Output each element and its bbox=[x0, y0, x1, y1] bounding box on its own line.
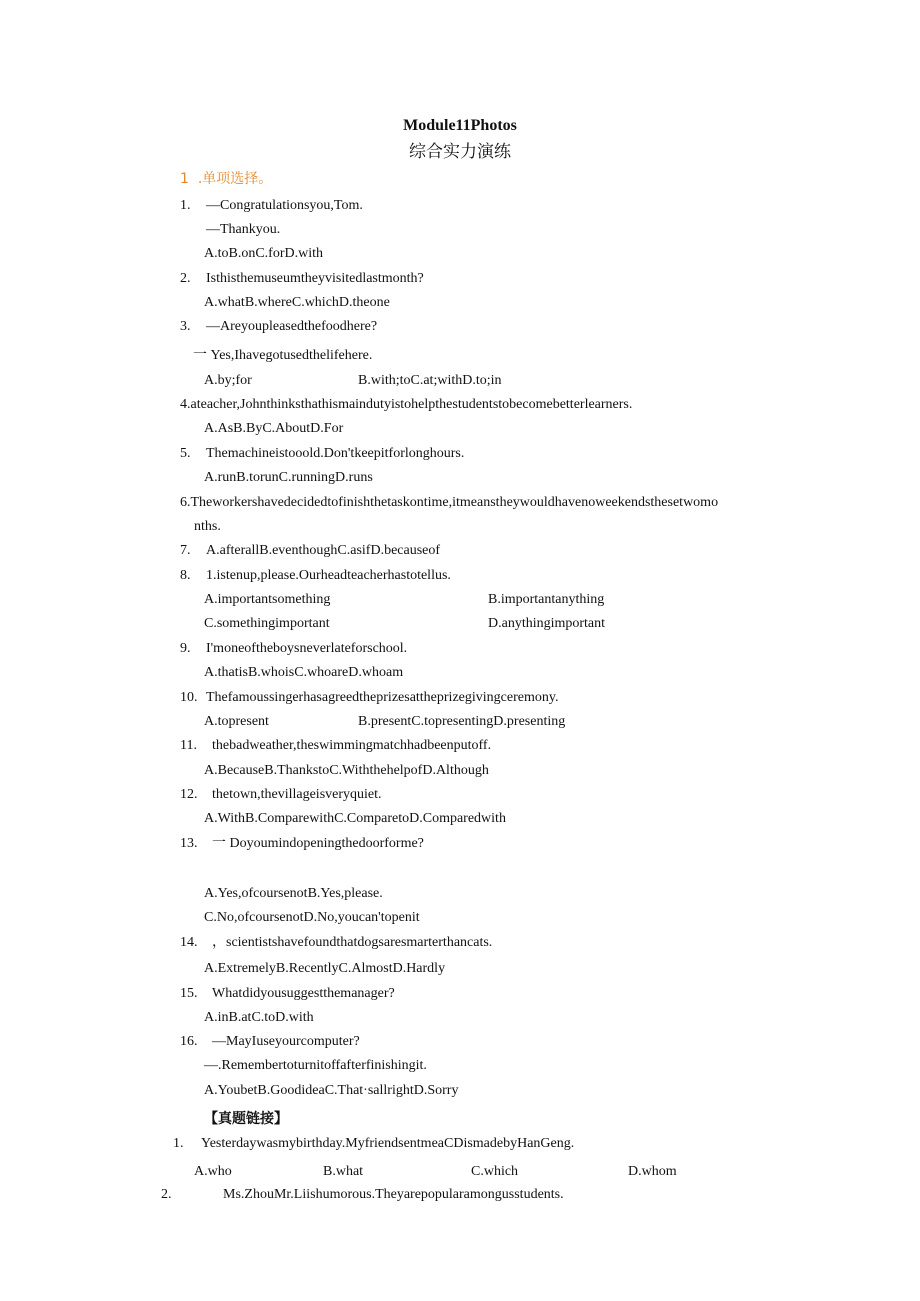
question-16 bbox=[180, 1033, 360, 1051]
question-8 bbox=[180, 567, 451, 585]
question-13-options-ab: A.Yes,ofcoursenotB.Yes,please. bbox=[204, 886, 383, 901]
question-9 bbox=[180, 640, 407, 658]
question-3-option-a: A.by;for bbox=[204, 373, 252, 388]
question-text: ，scientistshavefoundthatdogsaresmarterthancats. bbox=[212, 935, 493, 950]
question-8-option-d: D.anythingimportant bbox=[488, 616, 606, 631]
question-10 bbox=[180, 689, 558, 707]
question-12-options: A.WithB.ComparewithC.ComparetoD.Comparedwith bbox=[204, 811, 506, 826]
question-text: thebadweather,theswimmingmatchhadbeenputoff. bbox=[212, 738, 492, 753]
real-question-2 bbox=[161, 1186, 564, 1204]
page-subtitle: 综合实力演练 bbox=[409, 142, 511, 162]
question-14-options: A.ExtremelyB.RecentlyC.AlmostD.Hardly bbox=[204, 961, 446, 976]
question-number: 2. bbox=[180, 271, 191, 286]
section-heading bbox=[180, 170, 272, 188]
question-number: 16. bbox=[180, 1034, 198, 1049]
question-text: Whatdidyousuggestthemanager? bbox=[212, 986, 395, 1001]
question-number: 1. bbox=[173, 1136, 184, 1151]
question-text: I'moneoftheboysneverlateforschool. bbox=[206, 641, 408, 656]
question-11 bbox=[180, 737, 491, 755]
question-text: —Areyoupleasedthefoodhere? bbox=[206, 319, 378, 334]
section-number: 1 bbox=[180, 171, 189, 187]
question-text: 1.istenup,please.Ourheadteacherhastotellus. bbox=[206, 568, 451, 583]
question-4: 4.ateacher,Johnthinksthathismaindutyistohelpthestudentstobecomebetterlearners. bbox=[180, 397, 633, 412]
question-3 bbox=[180, 318, 377, 336]
question-text: Isthisthemuseumtheyvisitedlastmonth? bbox=[206, 271, 424, 286]
question-text: —MayIuseyourcomputer? bbox=[212, 1034, 360, 1049]
question-6: 6.Theworkershavedecidedtofinishthetaskontime,itmeanstheywouldhavenoweekendsthesetwomo bbox=[180, 495, 719, 510]
section-label: .单项选择。 bbox=[197, 171, 273, 187]
question-14 bbox=[180, 934, 492, 952]
question-7 bbox=[180, 542, 440, 560]
question-text: Yesterdaywasmybirthday.MyfriendsentmeaCDismadebyHanGeng. bbox=[201, 1136, 575, 1151]
question-5-options: A.runB.torunC.runningD.runs bbox=[204, 470, 373, 485]
question-16-options: A.YoubetB.GoodideaC.That·sallrightD.Sorry bbox=[204, 1083, 459, 1098]
question-text: Themachineistooold.Don'tkeepitforlonghours. bbox=[206, 446, 465, 461]
question-6-continued: nths. bbox=[194, 519, 221, 534]
question-8-option-c: C.somethingimportant bbox=[204, 616, 330, 631]
question-number: 11. bbox=[180, 738, 197, 753]
question-13-options-cd: C.No,ofcoursenotD.No,youcan'topenit bbox=[204, 910, 420, 925]
question-number: 8. bbox=[180, 568, 191, 583]
page-title: Module11Photos bbox=[403, 117, 517, 134]
question-13 bbox=[180, 835, 424, 853]
question-text: Ms.ZhouMr.Liishumorous.Theyarepopularamongusstudents. bbox=[223, 1187, 564, 1202]
question-10-options-rest: B.presentC.topresentingD.presenting bbox=[358, 714, 566, 729]
question-number: 10. bbox=[180, 690, 198, 705]
real-question-1-option-d: D.whom bbox=[628, 1164, 677, 1179]
real-question-1-option-b: B.what bbox=[323, 1164, 364, 1179]
question-15 bbox=[180, 985, 395, 1003]
question-number: 3. bbox=[180, 319, 191, 334]
question-number: 5. bbox=[180, 446, 191, 461]
question-3-reply: 一 Yes,Ihavegotusedthelifehere. bbox=[193, 348, 373, 363]
question-text: —Congratulationsyou,Tom. bbox=[206, 198, 363, 213]
question-8-option-a: A.importantsomething bbox=[204, 592, 331, 607]
question-number: 9. bbox=[180, 641, 191, 656]
question-text: A.afterallB.eventhoughC.asifD.becauseof bbox=[206, 543, 441, 558]
question-9-options: A.thatisB.whoisC.whoareD.whoam bbox=[204, 665, 404, 680]
question-text: thetown,thevillageisveryquiet. bbox=[212, 787, 382, 802]
question-number: 7. bbox=[180, 543, 191, 558]
question-2 bbox=[180, 270, 424, 288]
question-3-options-rest: B.with;toC.at;withD.to;in bbox=[358, 373, 502, 388]
question-12 bbox=[180, 786, 382, 804]
real-question-1-option-a: A.who bbox=[194, 1164, 232, 1179]
question-number: 14. bbox=[180, 935, 198, 950]
question-number: 15. bbox=[180, 986, 198, 1001]
question-1-options: A.toB.onC.forD.with bbox=[204, 246, 323, 261]
question-16-reply: —.Remembertoturnitoffafterfinishingit. bbox=[204, 1058, 427, 1073]
real-question-1-option-c: C.which bbox=[471, 1164, 519, 1179]
question-10-option-a: A.topresent bbox=[204, 714, 269, 729]
question-15-options: A.inB.atC.toD.with bbox=[204, 1010, 314, 1025]
link-section-heading: 【真题链接】 bbox=[204, 1111, 288, 1127]
question-number: 12. bbox=[180, 787, 198, 802]
question-4-options: A.AsB.ByC.AboutD.For bbox=[204, 421, 344, 436]
question-1 bbox=[180, 197, 363, 215]
question-5 bbox=[180, 445, 464, 463]
real-question-1 bbox=[173, 1135, 574, 1153]
question-number: 13. bbox=[180, 836, 198, 851]
question-text: Thefamoussingerhasagreedtheprizesattheprizegivingceremony. bbox=[206, 690, 559, 705]
question-number: 2. bbox=[161, 1187, 172, 1202]
question-8-option-b: B.importantanything bbox=[488, 592, 605, 607]
question-1-reply: —Thankyou. bbox=[206, 222, 281, 237]
question-text: 一 Doyoumindopeningthedoorforme? bbox=[212, 836, 424, 851]
question-number: 1. bbox=[180, 198, 191, 213]
question-11-options: A.BecauseB.ThankstoC.WiththehelpofD.Although bbox=[204, 763, 489, 778]
question-2-options: A.whatB.whereC.whichD.theone bbox=[204, 295, 390, 310]
